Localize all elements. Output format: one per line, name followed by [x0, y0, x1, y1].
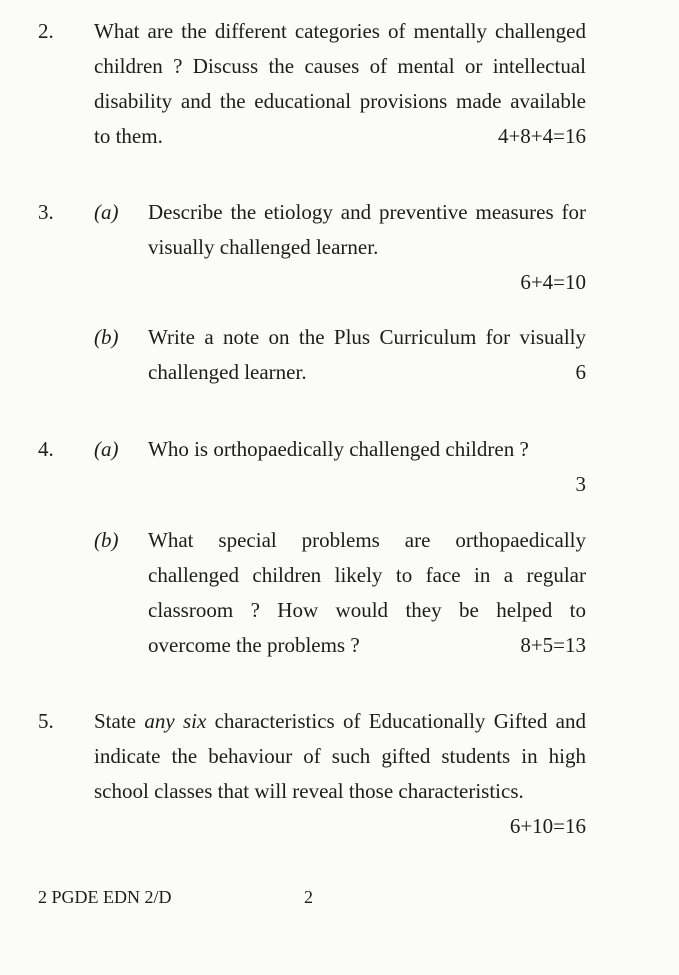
- part-marks: 6+4=10: [520, 270, 586, 294]
- question-marks: 6+10=16: [509, 814, 586, 838]
- page-number: 2: [304, 887, 313, 907]
- question-number: 4.: [38, 437, 54, 461]
- part-label: (b): [94, 325, 119, 349]
- question-marks: 4+8+4=16: [497, 124, 586, 148]
- paper-code: 2 PGDE EDN 2/D: [38, 887, 172, 907]
- question-text: [94, 14, 586, 154]
- part-text: [148, 523, 586, 663]
- question-body: What are the different categories of mentally challenged children ? Discuss the causes of mental or intellectual disability and the educational provisions made available to them.: [94, 19, 586, 148]
- question-emphasis: any six: [144, 709, 207, 733]
- question-number: 5.: [38, 709, 54, 733]
- part-marks: 8+5=13: [520, 633, 586, 657]
- part-label: (b): [94, 528, 119, 552]
- question-text: [94, 704, 586, 844]
- part-body: Who is orthopaedically challenged children ?: [148, 437, 529, 461]
- part-marks: 3: [575, 472, 586, 496]
- part-body: What special problems are orthopaedically challenged children likely to face in a regular classroom ? How would they be helped to overcome the problems ?: [148, 528, 586, 657]
- part-body: Write a note on the Plus Curriculum for visually challenged learner.: [148, 325, 586, 384]
- question-body-end: characteristics of Educationally Gifted and indicate the behaviour of such gifted students in high school classes that will reveal those characteristics.: [94, 709, 587, 803]
- part-body: Describe the etiology and preventive measures for visually challenged learner.: [148, 200, 586, 259]
- part-label: (a): [94, 200, 119, 224]
- question-number: 3.: [38, 200, 54, 224]
- question-number: 2.: [38, 19, 54, 43]
- part-marks: 6: [575, 360, 586, 384]
- part-text: [148, 432, 586, 502]
- question-body-start: State: [94, 709, 145, 733]
- part-text: [148, 195, 586, 300]
- part-label: (a): [94, 437, 119, 461]
- part-text: [148, 320, 586, 390]
